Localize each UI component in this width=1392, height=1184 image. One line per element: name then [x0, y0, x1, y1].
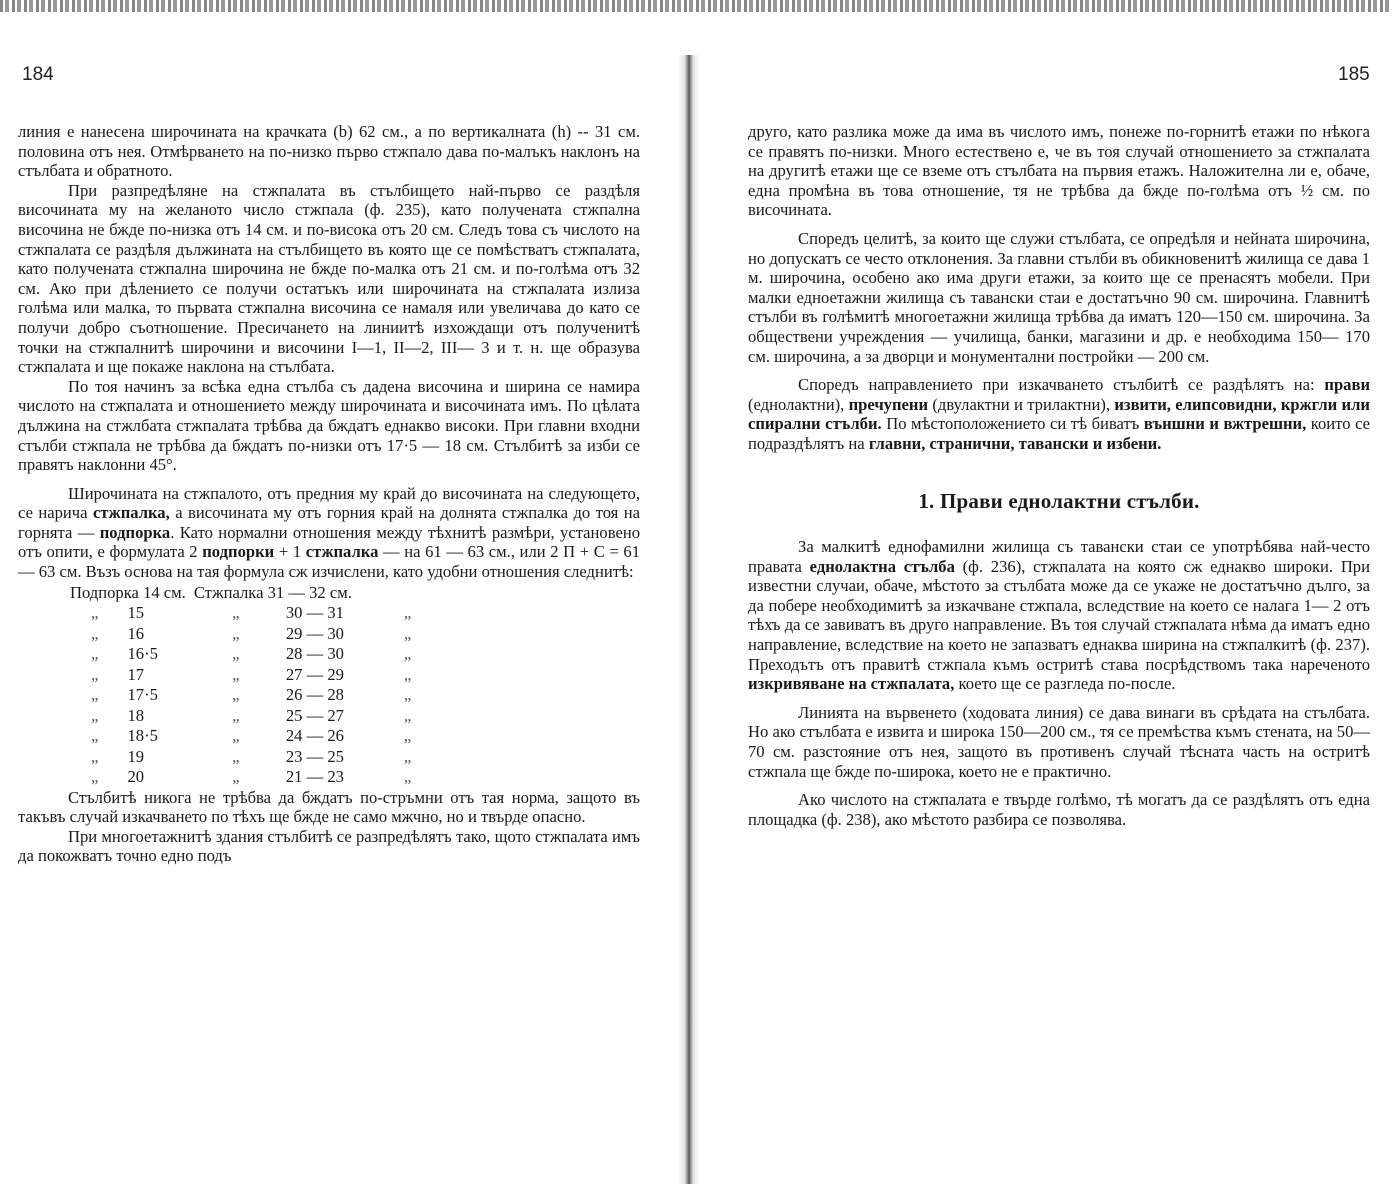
- podporka-value: 17·5: [127, 685, 158, 705]
- text-run: което ще се разгледа по-после.: [954, 674, 1176, 694]
- right-paragraph-3: [748, 375, 1370, 453]
- text-run: (еднолактни),: [748, 394, 849, 414]
- left-paragraph-4: [18, 484, 640, 582]
- ditto-mark: „: [232, 603, 240, 623]
- table-row: [66, 624, 428, 645]
- ditto-mark: „: [91, 644, 99, 664]
- text-run: (ф. 236), стжпалата на която сж еднакво широки. При известни случаи, обаче, мѣстото за стълбата може да се укаже не достатъчно дълго, за да побере необходимитѣ за изкачване стжпала, вследствие на което се налага 1— 2 отъ тѣхъ да се завиватъ въ друго направление. Въ тоя случай стжпалата нѣма да иматъ едно направление, вследствие на което не запазватъ еднаква ширина на стжпалкитѣ (ф. 237). Преходътъ отъ правитѣ стжпала къмъ остритѣ става посрѣдствомъ така нареченото: [748, 556, 1370, 674]
- podporka-value: 16: [127, 623, 145, 643]
- term-izkrivyavane: изкривяване на стжпалата,: [748, 674, 955, 694]
- ditto-mark: „: [403, 767, 412, 787]
- left-paragraph-1: линия е нанесена широчината на крачката (b) 62 см., а по вертикалната (h) -- 31 см. половина отъ нея. Отмѣрването на по-низко първо стжпало дава по-малъкъ наклонъ на стълбата и обратното.: [18, 122, 640, 181]
- text-run: които се подраздѣлятъ на: [748, 414, 1371, 453]
- stazhpalka-value: 27 — 29: [285, 664, 344, 684]
- ditto-mark: „: [403, 746, 412, 766]
- stazhpalka-value: 21 — 23: [285, 767, 344, 787]
- table-row: [66, 767, 428, 788]
- stazhpalka-value: 30 — 31: [285, 603, 344, 623]
- table-row: [66, 706, 428, 727]
- text-run: Широчината на стжпалото, отъ предния му край до височината на следующето, се нарича: [18, 483, 640, 523]
- term-podporka: подпорка: [99, 522, 171, 542]
- stazhpalka-value: 29 — 30: [285, 623, 344, 643]
- term-stazhpalka-2: стжпалка: [305, 542, 379, 562]
- ditto-mark: „: [91, 726, 99, 746]
- stazhpalka-value: 25 — 27: [285, 705, 344, 725]
- ditto-mark: „: [403, 603, 412, 623]
- term-podporki: подпорки: [202, 542, 275, 562]
- stazhpalka-first-value: 31 — 32 см.: [267, 582, 352, 602]
- ditto-mark: „: [232, 767, 240, 787]
- text-run: (двулактни и трилактни),: [928, 394, 1115, 414]
- right-paragraph-6: Ако числото на стжпалата е твърде голѣмо, тѣ могатъ да се раздѣлятъ отъ една площадка (ф. 238), ако мѣстото разбира се позволява.: [748, 790, 1370, 829]
- term-stazhpalka: стжпалка,: [92, 503, 170, 523]
- podporka-value: 19: [127, 746, 145, 766]
- right-paragraph-4: [748, 537, 1370, 694]
- ditto-mark: „: [91, 664, 99, 684]
- table-row: [66, 685, 428, 706]
- left-paragraph-3: По тоя начинъ за всѣка една стълба съ дадена височина и ширина се намира числото на стжпалата и отношението между широчината и височината имъ. По цѣлата дължина на стжлбата стжпалата трѣбва да бждатъ еднакво високи. При главни входни стълби стжпала не трѣбва да бждатъ по-низки отъ 17·5 — 18 см. Стълбитѣ за изби се правятъ наклонни 45°.: [18, 376, 640, 475]
- podporka-value: 16·5: [127, 644, 158, 664]
- ditto-mark: „: [232, 726, 240, 746]
- ditto-mark: „: [91, 705, 99, 725]
- ditto-mark: „: [403, 623, 412, 643]
- text-run: Споредъ направлението при изкачването стълбитѣ се раздѣлятъ на:: [798, 375, 1325, 395]
- ditto-mark: „: [232, 623, 240, 643]
- right-paragraph-2: Споредъ целитѣ, за които ще служи стълбата, се опредѣля и нейната широчина, но допускатъ се често отклонения. За главни стълби въ обикновенитѣ жилища се дава 1 м. широчина, особено ако има други етажи, за които ще се пренасятъ мобели. При малки едноетажни жилища съ тавански стаи е достатъчно 90 см. широчина. Главнитѣ стълби въ голѣмитѣ многоетажни жилища трѣбва да иматъ 120—150 см. широчина. За обществени учреждения — училища, банки, магазини и др. е необходима 150— 170 см. широчина, а за дворци и монументални постройки — 200 см.: [748, 228, 1370, 366]
- table-row: [66, 644, 428, 665]
- stazhpalka-value: 26 — 28: [285, 685, 344, 705]
- ditto-mark: „: [91, 623, 99, 643]
- ditto-mark: „: [232, 685, 240, 705]
- term-vanshni: външни и вжтрешни,: [1143, 414, 1307, 434]
- text-run: а височината му отъ горния край на долнята стжпалка до тоя на горнята —: [18, 503, 640, 542]
- term-prechupeni: пречупени: [848, 394, 929, 414]
- table-row: [66, 665, 428, 686]
- book-spine: [678, 55, 700, 1184]
- table-header-podporka: [66, 583, 190, 604]
- section-heading: 1. Прави еднолактни стълби.: [918, 488, 1200, 513]
- left-paragraph-2: При разпредѣляне на стжпалата въ стълбището най-първо се раздѣля височината му на желаното число стжпала (ф. 235), като получената стжпална височина не бжде по-низка отъ 14 см. и по-висока отъ 20 см. Следъ това съ числото на стжпалата се раздѣля дължината на стълбището въ която ще се помѣстватъ стжпалата, като получената стжпална широчина не бжде по-малка отъ 21 см. и по-голѣма отъ 32 см. Ако при дѣлението се получи остатъкъ или широчината на стжпалата излиза голѣма или малка, то първата стжпална височина се намаля или увеличава до като се получи добро съотношение. Пресичането на линиитѣ изхождащи отъ полученитѣ точки на стжпалнитѣ широчини и височини I—1, II—2, III— 3 и т. н. ще образува стжпалата и ще покаже наклона на стълбата.: [18, 180, 640, 377]
- term-ednolaktna: еднолактна стълба: [809, 556, 955, 576]
- stazhpalka-value: 28 — 30: [285, 644, 344, 664]
- right-paragraph-1: друго, като разлика може да има въ числото имъ, понеже по-горнитѣ етажи по нѣкога се правятъ по-низки. Много естествено е, че въ тоя случай отношението за стжпалата на другитѣ етажи ще се вземе отъ стълбата на първия етажъ. Наложителна ли е, обаче, една промѣна въ това отношение, тя не трѣбва да бжде по-голѣма отъ ½ см. по височината.: [748, 122, 1370, 220]
- ditto-mark: „: [403, 726, 412, 746]
- podporka-label: Подпорка: [70, 582, 139, 602]
- left-page-number: 184: [22, 64, 54, 85]
- table-row: [66, 747, 428, 768]
- right-page-number: 185: [1338, 64, 1370, 85]
- podporka-value: 18·5: [127, 726, 158, 746]
- table-row: [66, 603, 428, 624]
- podporka-value: 15: [127, 603, 145, 623]
- stazhpalka-label: Стжпалка: [193, 582, 264, 602]
- podporka-value: 20: [127, 767, 145, 787]
- left-page: [18, 122, 640, 866]
- page-top-edge: [0, 0, 1392, 12]
- ditto-mark: „: [232, 705, 240, 725]
- text-run: + 1: [274, 542, 306, 562]
- table-row: [66, 726, 428, 747]
- stazhpalka-value: 24 — 26: [285, 726, 344, 746]
- podporka-first-value: 14 см.: [143, 582, 186, 602]
- ditto-mark: „: [403, 664, 412, 684]
- stazhpalka-value: 23 — 25: [285, 746, 344, 766]
- text-run: . Като нормални отношения между тѣхнитѣ размѣри, установено отъ опити, е формулата 2: [18, 522, 640, 562]
- left-paragraph-5: Стълбитѣ никога не трѣбва да бждатъ по-стръмни отъ тая норма, защото въ такъвъ случай изкачването по тѣхъ ще бжде не само мжчно, но и твърде опасно.: [18, 787, 640, 827]
- text-run: По мѣстоположението си тѣ биватъ: [881, 414, 1144, 434]
- ditto-mark: „: [91, 746, 99, 766]
- podporka-value: 17: [127, 664, 145, 684]
- term-pravi: прави: [1324, 375, 1370, 395]
- ditto-mark: „: [403, 705, 412, 725]
- left-paragraph-6: При многоетажнитѣ здания стълбитѣ се разпредѣлятъ тако, щото стжпалата имъ да покожватъ точно едно подъ: [18, 826, 640, 866]
- right-paragraph-5: Линията на вървенето (ходовата линия) се дава винаги въ срѣдата на стълбата. Но ако стълбата е извита и широка 150—200 см., тя се премѣства къмъ стената, на 50—70 см. разстояние отъ нея, защото въ противенъ случай тѣсната часть на остритѣ стжпала ще бжде по-широка, което не е практично.: [748, 702, 1370, 781]
- table-header-row: [66, 583, 428, 604]
- ditto-mark: „: [232, 746, 240, 766]
- text-run: — на 61 — 63 см., или 2 П + С = 61 — 63 см. Възъ основа на тая формула сж изчислени, като удобни отношения следнитѣ:: [18, 542, 640, 582]
- ditto-mark: „: [232, 664, 240, 684]
- ditto-mark: „: [403, 685, 412, 705]
- ditto-mark: „: [91, 685, 99, 705]
- ditto-mark: „: [403, 644, 412, 664]
- term-izviti: извити, елипсовидни, кржгли или спирални стълби.: [748, 394, 1370, 434]
- right-page: [748, 122, 1370, 829]
- ditto-mark: „: [232, 644, 240, 664]
- ditto-mark: „: [91, 767, 99, 787]
- podporka-value: 18: [127, 705, 145, 725]
- text-run: За малкитѣ еднофамилни жилища съ тавански стаи се употрѣбява най-често правата: [748, 537, 1370, 576]
- term-glavni: главни, странични, тавански и избени.: [868, 433, 1162, 453]
- table-header-stazhpalka: [190, 583, 428, 604]
- ditto-mark: „: [91, 603, 99, 623]
- step-ratio-table: [66, 583, 428, 788]
